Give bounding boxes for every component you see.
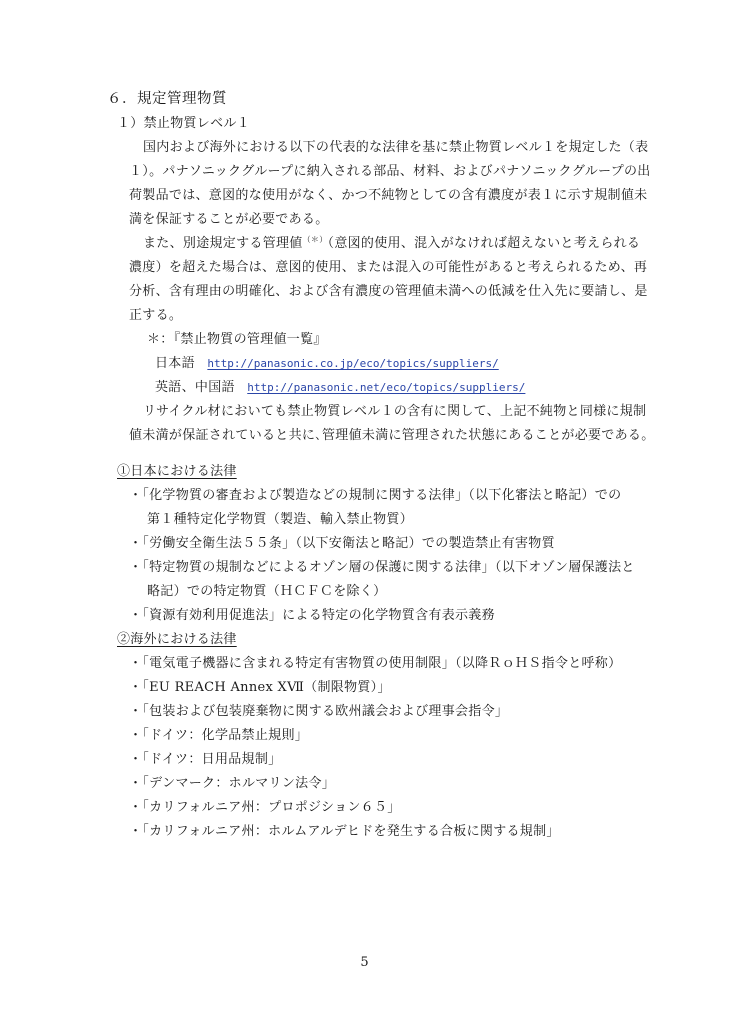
- para2-text-a: また、別途規定する管理値: [143, 236, 303, 251]
- note-en-label: 英語、中国語: [155, 380, 235, 395]
- japan-law-item: ・「化学物質の審査および製造などの規制に関する法律」（以下化審法と略記）での: [129, 488, 622, 503]
- overseas-law-item: ・「カリフォルニア州：プロポジション６５」: [129, 800, 401, 815]
- section-title: ６．規定管理物質: [107, 91, 227, 107]
- japan-law-item: ・「資源有効利用促進法」による特定の化学物質含有表示義務: [129, 608, 495, 623]
- overseas-law-item: ・「包装および包装廃棄物に関する欧州議会および理事会指令」: [129, 704, 509, 719]
- para2-line-4: 正する。: [129, 308, 183, 323]
- subsection-title: １）禁止物質レベル１: [117, 116, 251, 131]
- overseas-law-item: ・「ドイツ：日用品規制」: [129, 752, 282, 767]
- note-english-row: [155, 379, 525, 397]
- para2-text-b: （意図的使用、混入がなければ超えないと考えられる: [327, 236, 641, 251]
- note-japanese-row: [155, 355, 499, 373]
- footnote-marker: （＊）: [302, 235, 328, 244]
- japan-law-item: ・「特定物質の規制などによるオゾン層の保護に関する法律」（以下オゾン層保護法と: [129, 560, 635, 575]
- overseas-law-item: ・「ドイツ：化学品禁止規則」: [129, 728, 309, 743]
- para1-line-2: １）。パナソニックグループに納入される部品、材料、およびパナソニックグループの出: [129, 164, 651, 179]
- english-url-link[interactable]: http://panasonic.net/eco/topics/suppliers/: [247, 381, 526, 394]
- para3-line-1: リサイクル材においても禁止物質レベル１の含有に関して、上記不純物と同様に規制: [143, 404, 647, 419]
- overseas-law-item: ・「EU REACH Annex ⅩⅦ（制限物質）」: [129, 680, 391, 695]
- para2-line-1: [143, 235, 640, 254]
- japan-law-item: 第１種特定化学物質（製造、輸入禁止物質）: [147, 512, 414, 527]
- overseas-laws-heading: ②海外における法律: [117, 632, 237, 647]
- overseas-law-item: ・「デンマーク：ホルマリン法令」: [129, 776, 336, 791]
- note-title: ＊：『禁止物質の管理値一覧』: [147, 332, 327, 347]
- japan-law-item: ・「労働安全衛生法５５条」（以下安衛法と略記）での製造禁止有害物質: [129, 536, 555, 551]
- overseas-law-item: ・「電気電子機器に含まれる特定有害物質の使用制限」（以降ＲｏＨＳ指令と呼称）: [129, 656, 622, 671]
- para3-line-2: 値未満が保証されていると共に､管理値未満に管理された状態にあることが必要である。: [129, 428, 655, 443]
- overseas-law-item: ・「カリフォルニア州：ホルムアルデヒドを発生する合板に関する規制」: [129, 824, 560, 839]
- para1-line-3: 荷製品では、意図的な使用がなく、かつ不純物としての含有濃度が表１に示す規制値未: [129, 188, 648, 203]
- para2-line-3: 分析、含有理由の明確化、および含有濃度の管理値未満への低減を仕入先に要請し、是: [129, 284, 648, 299]
- para1-line-4: 満を保証することが必要である。: [129, 212, 329, 227]
- japanese-url-link[interactable]: http://panasonic.co.jp/eco/topics/suppliers/: [207, 357, 499, 370]
- para2-line-2: 濃度）を超えた場合は、意図的使用、または混入の可能性があると考えられるため、再: [129, 260, 648, 275]
- note-jp-label: 日本語: [155, 356, 195, 371]
- para1-line-1: 国内および海外における以下の代表的な法律を基に禁止物質レベル１を規定した（表: [143, 140, 649, 155]
- japan-law-item: 略記）での特定物質（ＨＣＦＣを除く）: [147, 584, 387, 599]
- page-number: 5: [360, 955, 369, 970]
- japan-laws-heading: ①日本における法律: [117, 464, 237, 479]
